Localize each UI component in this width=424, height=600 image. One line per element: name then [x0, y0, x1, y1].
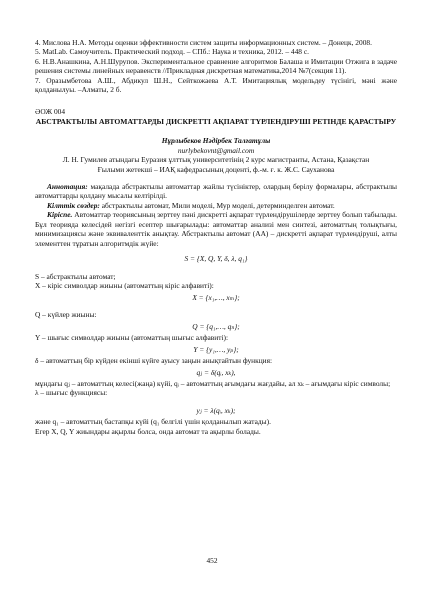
intro-label: Кіріспе. [47, 210, 73, 220]
finite-automaton-note: Егер X, Q, Y жиындары ақырлы болса, онда автомат та ақырлы болады. [35, 426, 261, 436]
udc-code: ӘОЖ 004 [35, 106, 66, 116]
initial-state-definition: және q₁ – автоматтың бастапқы күйі (q₁ белгілі үшін қолданылып жатады). [35, 417, 271, 427]
reference-5: 5. MatLab. Самоучитель. Практический подход. – СПб.: Наука и техника, 2012. – 448 с. [35, 47, 309, 57]
delta-definition: δ – автоматтың бір күйден екінші күйге ауысу заңын анықтайтын функция: [35, 356, 273, 366]
annotation-label: Аннотация: [47, 182, 88, 192]
q-formula: Q = {q₁,…, qₙ}; [192, 321, 240, 331]
y-definition: Y – шығыс символдар жиыны (автоматтың шығыс алфавиті): [35, 333, 229, 343]
annotation-text: мақалада абстрактылы автоматтар жайлы түсініктер, олардың берілу формалары, абстрактылы автоматтарды қолдану мысалы келтірілді. [35, 182, 397, 201]
author-affiliation: Л. Н. Гумилев атындағы Еуразия ұлттық университетінің 2 курс магистранты, Астана, Қазақстан [62, 155, 370, 165]
keywords-text: абстрактылы автомат, Мили моделі, Мур моделі, детерминделген автомат. [99, 200, 335, 210]
author-name: Нұрлыбеков Нәдірбек Талғатұлы [161, 136, 271, 146]
x-definition: X – кіріс символдар жиыны (автоматтың кіріс алфавиті): [35, 281, 214, 291]
delta-formula: qⱼ = δ(qᵢ, xₖ), [196, 367, 236, 377]
q-definition: Q – күйлер жиыны: [35, 310, 97, 320]
keywords-label: Кілттік сөздер: [47, 200, 100, 210]
y-formula: Y = {y₁,…, yₚ}; [193, 344, 239, 354]
page-number: 452 [206, 556, 218, 565]
introduction [35, 210, 397, 248]
reference-4: 4. Мислова Н.А. Методы оценки эффективности систем защиты информационных систем. – Донецк, 2008. [35, 38, 372, 47]
lambda-formula: yⱼ = λ(qᵢ, xₖ); [196, 405, 236, 415]
supervisor-line: Ғылыми жетекші – ИАҚ кафедрасының доценті, ф.-м. ғ. к. Ж.С. Сауханова [97, 164, 335, 174]
reference-6: 6. Н.В.Анашкина, А.Н.Шурупов. Экспериментальное сравнение алгоритмов Балаша и Имитации Отжига в задаче решения системы линейных неравенств //Прикладная дискретная математика,2014 №7(секция 11). [35, 56, 397, 76]
document-page [35, 38, 397, 436]
article-title: АБСТРАКТЫЛЫ АВТОМАТТАРДЫ ДИСКРЕТТІ АҚПАРАТ ТҮРЛЕНДІРУШІ РЕТІНДЕ ҚАРАСТЫРУ [35, 117, 397, 127]
s-definition: S – абстрактылы автомат; [35, 271, 116, 281]
reference-7: 7. Оразымбетова А.Ш., Абдикул Ш.Н., Сейткожаева А.Т. Имитациялық модельдеу түсінігі, мәні және қолданылуы. –Алматы, 2 б. [35, 75, 397, 95]
intro-text: Автоматтар теориясының зерттеу пәні дискретті ақпарат түрлендірушілерде зерттеу болып табылады. Бұл теорияда келесідей негізгі есептер шығарылады: автоматтар анализі мен синтезі, автоматтың толықтығы, минимизациясы және эквиваленттік анықтау. Абстрактылы автомат (АА) – дискретті ақпарат түрлендіруші, алты элементтен тұратын алгоритмдік жүйе: [35, 210, 397, 248]
automaton-formula: S = {X, Q, Y, δ, λ, q₁} [184, 254, 248, 264]
lambda-definition: λ – шығыс функциясы: [35, 388, 108, 398]
keywords [35, 201, 397, 210]
x-formula: X = {x₁,…, xₘ}; [192, 292, 240, 302]
author-email: nurlybekovnt@gmail.com [177, 145, 255, 155]
annotation [35, 182, 397, 201]
delta-explanation: мұндағы qⱼ – автоматтың келесі(жаңа) күйі, qᵢ – автоматтың ағымдағы жағдайы, ал xₖ – ағымдағы кіріс символы; [35, 378, 391, 388]
